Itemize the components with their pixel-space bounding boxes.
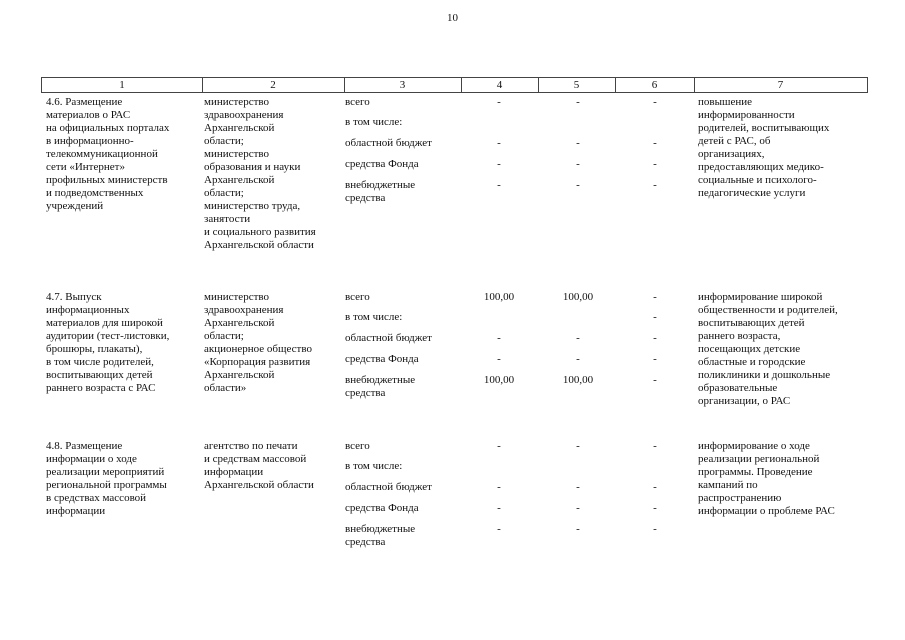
funding-source: в том числе: xyxy=(345,311,403,323)
funding-amount: - xyxy=(576,332,580,344)
responsible-executor: министерство здравоохранения Архангельской области; министерство образования и науки Архангельской области; министерство труда, занятости и социального развития Архангельской области xyxy=(204,96,316,251)
funding-amount: - xyxy=(576,481,580,493)
funding-amount: - xyxy=(497,523,501,535)
funding-amount: 100,00 xyxy=(562,291,594,303)
measure-name: 4.8. Размещение информации о ходе реализации мероприятий региональной программы в средствах массовой информации xyxy=(46,440,167,517)
funding-amount: - xyxy=(576,137,580,149)
funding-source: областной бюджет xyxy=(345,137,432,149)
page-number: 10 xyxy=(447,12,458,24)
funding-source: областной бюджет xyxy=(345,481,432,493)
funding-amount: - xyxy=(653,502,657,514)
funding-amount: - xyxy=(576,179,580,191)
funding-amount: - xyxy=(653,179,657,191)
column-header: 1 xyxy=(119,79,125,91)
funding-amount: - xyxy=(576,96,580,108)
funding-amount: - xyxy=(576,353,580,365)
funding-amount: - xyxy=(497,179,501,191)
funding-amount: - xyxy=(653,158,657,170)
funding-amount: 100,00 xyxy=(483,291,515,303)
funding-amount: - xyxy=(497,481,501,493)
funding-amount: - xyxy=(497,96,501,108)
expected-result: информирование широкой общественности и родителей, воспитывающих детей раннего возраста, посещающих детские областные и городские поликлиники и дошкольные образовательные организации, о РАС xyxy=(698,291,838,407)
funding-source: всего xyxy=(345,440,370,452)
funding-amount: - xyxy=(497,158,501,170)
column-header: 2 xyxy=(270,79,276,91)
funding-source: средства Фонда xyxy=(345,353,419,365)
table-header-row xyxy=(41,77,868,93)
funding-amount: - xyxy=(576,523,580,535)
funding-source: средства Фонда xyxy=(345,502,419,514)
funding-source: внебюджетные средства xyxy=(345,523,416,548)
funding-amount: - xyxy=(653,291,657,303)
funding-amount: - xyxy=(576,440,580,452)
funding-amount: - xyxy=(576,502,580,514)
column-header: 3 xyxy=(399,79,406,91)
expected-result: информирование о ходе реализации региональной программы. Проведение кампаний по распространению информации о проблеме РАС xyxy=(698,440,835,517)
funding-amount: - xyxy=(653,440,657,452)
funding-source: средства Фонда xyxy=(345,158,419,170)
funding-amount: - xyxy=(653,481,657,493)
funding-amount: - xyxy=(653,332,657,344)
responsible-executor: министерство здравоохранения Архангельской области; акционерное общество «Корпорация развития Архангельской области» xyxy=(204,291,312,394)
funding-amount: - xyxy=(497,137,501,149)
funding-amount: - xyxy=(497,440,501,452)
measure-name: 4.6. Размещение материалов о РАС на официальных порталах в информационно- телекоммуникационной сети «Интернет» профильных министерств и подведомственных учреждений xyxy=(46,96,170,212)
column-header: 7 xyxy=(777,79,784,91)
expected-result: повышение информированности родителей, воспитывающих детей с РАС, об организациях, предоставляющих медико- социальные и психолого- педагогические услуги xyxy=(698,96,830,199)
funding-amount: - xyxy=(653,353,657,365)
measure-name: 4.7. Выпуск информационных материалов для широкой аудитории (тест-листовки, брошюры, плакаты), в том числе родителей, воспитывающих детей раннего возраста с РАС xyxy=(46,291,170,394)
funding-source: областной бюджет xyxy=(345,332,432,344)
funding-amount: - xyxy=(653,523,657,535)
funding-amount: 100,00 xyxy=(483,374,515,386)
funding-amount: - xyxy=(653,137,657,149)
funding-amount: - xyxy=(497,502,501,514)
column-header: 5 xyxy=(573,79,580,91)
funding-amount: - xyxy=(653,96,657,108)
funding-amount: - xyxy=(497,353,501,365)
funding-source: внебюджетные средства xyxy=(345,179,416,204)
column-header: 6 xyxy=(651,79,658,91)
funding-amount: 100,00 xyxy=(562,374,594,386)
funding-source: всего xyxy=(345,291,370,303)
funding-source: всего xyxy=(345,96,370,108)
funding-source: в том числе: xyxy=(345,460,403,472)
funding-amount: - xyxy=(653,374,657,386)
responsible-executor: агентство по печати и средствам массовой информации Архангельской области xyxy=(204,440,314,491)
funding-amount: - xyxy=(653,311,657,323)
funding-source: в том числе: xyxy=(345,116,403,128)
column-header: 4 xyxy=(496,79,503,91)
funding-amount: - xyxy=(576,158,580,170)
funding-amount: - xyxy=(497,332,501,344)
funding-source: внебюджетные средства xyxy=(345,374,416,399)
